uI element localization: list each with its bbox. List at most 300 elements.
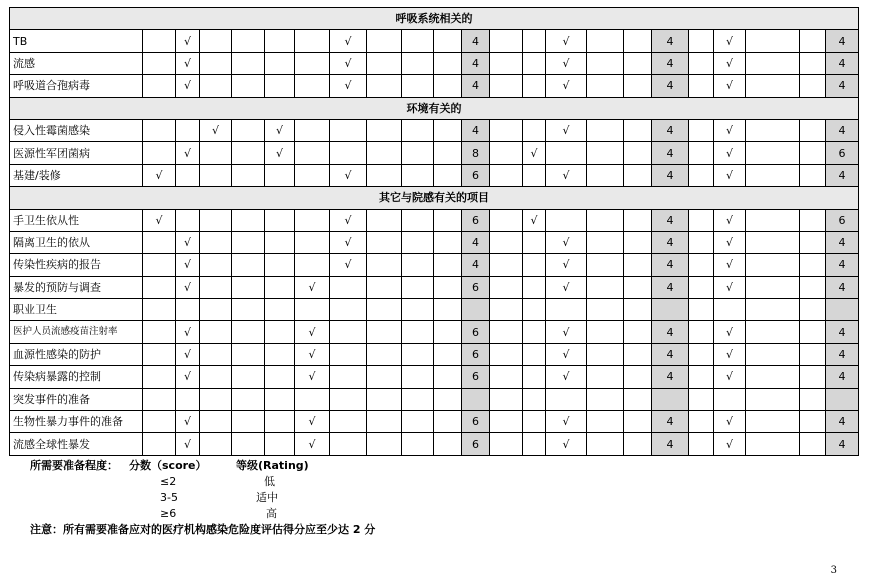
empty-cell: [200, 52, 232, 74]
empty-cell: [295, 52, 330, 74]
score-cell: 4: [652, 433, 689, 455]
empty-cell: [434, 411, 462, 433]
empty-cell: [434, 164, 462, 186]
empty-cell: [546, 388, 587, 410]
empty-cell: [587, 231, 624, 253]
empty-cell: [587, 254, 624, 276]
empty-cell: [232, 433, 265, 455]
empty-cell: [367, 411, 402, 433]
empty-cell: [200, 366, 232, 388]
empty-cell: [402, 343, 434, 365]
empty-cell: [200, 433, 232, 455]
empty-cell: [800, 321, 826, 343]
table-row: [10, 411, 859, 433]
check-mark: √: [295, 433, 330, 455]
check-mark: √: [546, 321, 587, 343]
check-mark: √: [295, 411, 330, 433]
check-mark: √: [295, 321, 330, 343]
check-mark: √: [546, 231, 587, 253]
page-number: 3: [830, 565, 837, 576]
score-cell: 4: [826, 164, 859, 186]
empty-cell: [624, 366, 652, 388]
empty-cell: [587, 209, 624, 231]
empty-cell: [746, 411, 800, 433]
check-mark: √: [714, 366, 746, 388]
table-row: [10, 209, 859, 231]
row-label: 暴发的预防与调查: [10, 276, 143, 298]
empty-cell: [587, 321, 624, 343]
check-mark: √: [546, 411, 587, 433]
row-label: 传染性疾病的报告: [10, 254, 143, 276]
empty-cell: [265, 276, 295, 298]
empty-cell: [523, 388, 546, 410]
empty-cell: [746, 276, 800, 298]
empty-cell: [490, 164, 523, 186]
empty-cell: [367, 231, 402, 253]
check-mark: √: [546, 343, 587, 365]
empty-cell: [367, 254, 402, 276]
empty-cell: [143, 142, 176, 164]
score-cell: 4: [652, 30, 689, 52]
empty-cell: [402, 321, 434, 343]
empty-cell: [265, 299, 295, 321]
empty-cell: [402, 231, 434, 253]
table-row: [10, 30, 859, 52]
legend-rating-1: 低: [264, 475, 275, 488]
empty-cell: [143, 433, 176, 455]
empty-cell: [490, 231, 523, 253]
score-cell: 4: [462, 52, 490, 74]
empty-cell: [200, 276, 232, 298]
score-cell: 4: [652, 276, 689, 298]
empty-cell: [490, 276, 523, 298]
check-mark: √: [714, 75, 746, 97]
empty-cell: [295, 30, 330, 52]
empty-cell: [330, 276, 367, 298]
row-label: 流感全球性暴发: [10, 433, 143, 455]
score-cell: 4: [826, 276, 859, 298]
score-cell: 6: [826, 209, 859, 231]
empty-cell: [232, 388, 265, 410]
score-cell: 4: [652, 366, 689, 388]
empty-cell: [689, 164, 714, 186]
empty-cell: [402, 366, 434, 388]
empty-cell: [232, 209, 265, 231]
empty-cell: [265, 411, 295, 433]
check-mark: √: [176, 142, 200, 164]
empty-cell: [143, 321, 176, 343]
row-label: 传染病暴露的控制: [10, 366, 143, 388]
check-mark: √: [714, 433, 746, 455]
empty-cell: [200, 299, 232, 321]
empty-cell: [746, 52, 800, 74]
empty-cell: [143, 75, 176, 97]
score-cell: [826, 299, 859, 321]
empty-cell: [200, 164, 232, 186]
empty-cell: [746, 388, 800, 410]
empty-cell: [624, 231, 652, 253]
empty-cell: [402, 433, 434, 455]
empty-cell: [265, 75, 295, 97]
empty-cell: [295, 209, 330, 231]
empty-cell: [800, 75, 826, 97]
score-cell: 4: [652, 75, 689, 97]
empty-cell: [800, 433, 826, 455]
empty-cell: [330, 119, 367, 141]
score-cell: 4: [826, 52, 859, 74]
empty-cell: [402, 388, 434, 410]
empty-cell: [200, 343, 232, 365]
table-row: [10, 388, 859, 410]
empty-cell: [523, 231, 546, 253]
footnote: 注意：所有需要准备应对的医疗机构感染危险度评估得分应至少达 2 分: [30, 523, 376, 536]
empty-cell: [232, 164, 265, 186]
score-cell: 6: [462, 433, 490, 455]
empty-cell: [490, 30, 523, 52]
empty-cell: [523, 276, 546, 298]
empty-cell: [367, 388, 402, 410]
empty-cell: [265, 366, 295, 388]
legend-score-3: ≥6: [160, 507, 177, 520]
empty-cell: [402, 209, 434, 231]
empty-cell: [587, 411, 624, 433]
check-mark: √: [176, 433, 200, 455]
legend-score-2: 3-5: [160, 491, 178, 504]
empty-cell: [434, 254, 462, 276]
empty-cell: [800, 30, 826, 52]
empty-cell: [546, 142, 587, 164]
check-mark: √: [265, 119, 295, 141]
empty-cell: [265, 343, 295, 365]
empty-cell: [402, 254, 434, 276]
legend-heading: 所需要准备程度：: [30, 459, 118, 472]
empty-cell: [232, 299, 265, 321]
score-cell: 4: [462, 119, 490, 141]
empty-cell: [523, 52, 546, 74]
empty-cell: [746, 343, 800, 365]
check-mark: √: [714, 52, 746, 74]
empty-cell: [714, 299, 746, 321]
empty-cell: [746, 433, 800, 455]
empty-cell: [434, 231, 462, 253]
empty-cell: [434, 321, 462, 343]
empty-cell: [367, 75, 402, 97]
empty-cell: [232, 254, 265, 276]
empty-cell: [232, 119, 265, 141]
empty-cell: [232, 75, 265, 97]
empty-cell: [402, 30, 434, 52]
check-mark: √: [200, 119, 232, 141]
score-cell: 4: [826, 119, 859, 141]
score-cell: 4: [462, 30, 490, 52]
table-row: [10, 52, 859, 74]
empty-cell: [143, 388, 176, 410]
empty-cell: [434, 299, 462, 321]
row-label: 血源性感染的防护: [10, 343, 143, 365]
empty-cell: [265, 388, 295, 410]
check-mark: √: [546, 75, 587, 97]
empty-cell: [746, 299, 800, 321]
empty-cell: [689, 388, 714, 410]
empty-cell: [689, 119, 714, 141]
section-title: 呼吸系统相关的: [10, 8, 859, 30]
legend-rating-3: 高: [266, 507, 277, 520]
legend-score-header: 分数（score）: [129, 459, 207, 472]
score-cell: 6: [826, 142, 859, 164]
empty-cell: [367, 321, 402, 343]
empty-cell: [746, 254, 800, 276]
empty-cell: [800, 52, 826, 74]
empty-cell: [746, 231, 800, 253]
check-mark: √: [714, 276, 746, 298]
check-mark: √: [176, 254, 200, 276]
empty-cell: [746, 75, 800, 97]
empty-cell: [490, 366, 523, 388]
check-mark: √: [295, 276, 330, 298]
empty-cell: [295, 164, 330, 186]
section-header-row: [10, 187, 859, 209]
empty-cell: [746, 142, 800, 164]
empty-cell: [200, 321, 232, 343]
empty-cell: [367, 52, 402, 74]
empty-cell: [367, 299, 402, 321]
empty-cell: [265, 254, 295, 276]
empty-cell: [143, 411, 176, 433]
empty-cell: [624, 276, 652, 298]
check-mark: √: [546, 366, 587, 388]
empty-cell: [232, 321, 265, 343]
check-mark: √: [295, 366, 330, 388]
score-cell: 4: [462, 75, 490, 97]
empty-cell: [330, 142, 367, 164]
empty-cell: [587, 276, 624, 298]
empty-cell: [624, 388, 652, 410]
empty-cell: [624, 321, 652, 343]
empty-cell: [689, 366, 714, 388]
empty-cell: [330, 433, 367, 455]
score-cell: 6: [462, 321, 490, 343]
table-row: [10, 299, 859, 321]
empty-cell: [523, 321, 546, 343]
empty-cell: [689, 433, 714, 455]
check-mark: √: [176, 321, 200, 343]
empty-cell: [232, 276, 265, 298]
score-cell: 4: [462, 231, 490, 253]
empty-cell: [587, 366, 624, 388]
check-mark: √: [546, 254, 587, 276]
empty-cell: [330, 366, 367, 388]
empty-cell: [402, 52, 434, 74]
empty-cell: [143, 343, 176, 365]
empty-cell: [232, 30, 265, 52]
empty-cell: [367, 433, 402, 455]
row-label: TB: [10, 30, 143, 52]
check-mark: √: [330, 164, 367, 186]
empty-cell: [265, 209, 295, 231]
check-mark: √: [143, 164, 176, 186]
score-cell: 4: [652, 209, 689, 231]
empty-cell: [330, 388, 367, 410]
empty-cell: [689, 254, 714, 276]
score-cell: 4: [826, 254, 859, 276]
row-label: 医源性军团菌病: [10, 142, 143, 164]
check-mark: √: [176, 75, 200, 97]
empty-cell: [367, 142, 402, 164]
empty-cell: [402, 119, 434, 141]
row-label: 隔离卫生的依从: [10, 231, 143, 253]
empty-cell: [689, 52, 714, 74]
check-mark: √: [714, 231, 746, 253]
table-row: [10, 231, 859, 253]
score-cell: [826, 388, 859, 410]
score-cell: [652, 299, 689, 321]
table-row: [10, 276, 859, 298]
empty-cell: [402, 276, 434, 298]
section-title: 环境有关的: [10, 97, 859, 119]
empty-cell: [402, 142, 434, 164]
section-header-row: [10, 97, 859, 119]
score-cell: 4: [826, 30, 859, 52]
empty-cell: [232, 52, 265, 74]
legend-rating-2: 适中: [256, 491, 278, 504]
empty-cell: [490, 321, 523, 343]
empty-cell: [434, 30, 462, 52]
score-cell: [652, 388, 689, 410]
empty-cell: [232, 231, 265, 253]
row-label: 呼吸道合孢病毒: [10, 75, 143, 97]
empty-cell: [689, 321, 714, 343]
empty-cell: [587, 299, 624, 321]
empty-cell: [800, 119, 826, 141]
score-cell: 6: [462, 343, 490, 365]
empty-cell: [689, 343, 714, 365]
empty-cell: [295, 254, 330, 276]
empty-cell: [434, 52, 462, 74]
empty-cell: [546, 299, 587, 321]
check-mark: √: [176, 411, 200, 433]
table-row: [10, 366, 859, 388]
empty-cell: [624, 209, 652, 231]
empty-cell: [624, 119, 652, 141]
section-title: 其它与院感有关的项目: [10, 187, 859, 209]
empty-cell: [800, 142, 826, 164]
empty-cell: [587, 75, 624, 97]
check-mark: √: [523, 209, 546, 231]
score-cell: 4: [652, 411, 689, 433]
score-cell: 4: [652, 321, 689, 343]
empty-cell: [295, 299, 330, 321]
empty-cell: [689, 411, 714, 433]
empty-cell: [689, 299, 714, 321]
empty-cell: [265, 30, 295, 52]
check-mark: √: [546, 276, 587, 298]
row-label: 突发事件的准备: [10, 388, 143, 410]
empty-cell: [434, 75, 462, 97]
empty-cell: [746, 164, 800, 186]
empty-cell: [200, 30, 232, 52]
empty-cell: [295, 388, 330, 410]
empty-cell: [265, 433, 295, 455]
empty-cell: [490, 411, 523, 433]
empty-cell: [546, 209, 587, 231]
score-cell: [462, 299, 490, 321]
empty-cell: [800, 231, 826, 253]
empty-cell: [624, 411, 652, 433]
table-row: [10, 119, 859, 141]
empty-cell: [490, 209, 523, 231]
empty-cell: [434, 433, 462, 455]
empty-cell: [587, 52, 624, 74]
score-cell: 4: [826, 411, 859, 433]
empty-cell: [746, 321, 800, 343]
check-mark: √: [295, 343, 330, 365]
empty-cell: [330, 411, 367, 433]
empty-cell: [330, 299, 367, 321]
score-cell: 6: [462, 164, 490, 186]
table-row: [10, 254, 859, 276]
check-mark: √: [330, 30, 367, 52]
empty-cell: [367, 209, 402, 231]
empty-cell: [200, 142, 232, 164]
empty-cell: [295, 119, 330, 141]
score-cell: 4: [652, 231, 689, 253]
empty-cell: [523, 254, 546, 276]
table-row: [10, 321, 859, 343]
empty-cell: [523, 433, 546, 455]
empty-cell: [434, 388, 462, 410]
empty-cell: [689, 231, 714, 253]
check-mark: √: [714, 209, 746, 231]
empty-cell: [800, 343, 826, 365]
check-mark: √: [330, 209, 367, 231]
empty-cell: [367, 276, 402, 298]
empty-cell: [232, 142, 265, 164]
empty-cell: [800, 299, 826, 321]
empty-cell: [200, 388, 232, 410]
empty-cell: [434, 276, 462, 298]
empty-cell: [490, 388, 523, 410]
empty-cell: [746, 366, 800, 388]
empty-cell: [295, 142, 330, 164]
empty-cell: [624, 164, 652, 186]
check-mark: √: [265, 142, 295, 164]
check-mark: √: [176, 343, 200, 365]
score-cell: 8: [462, 142, 490, 164]
empty-cell: [367, 119, 402, 141]
empty-cell: [330, 343, 367, 365]
empty-cell: [402, 164, 434, 186]
check-mark: √: [714, 119, 746, 141]
check-mark: √: [546, 30, 587, 52]
row-label: 流感: [10, 52, 143, 74]
empty-cell: [490, 142, 523, 164]
empty-cell: [490, 75, 523, 97]
empty-cell: [523, 30, 546, 52]
empty-cell: [143, 299, 176, 321]
empty-cell: [689, 142, 714, 164]
empty-cell: [143, 52, 176, 74]
empty-cell: [523, 411, 546, 433]
empty-cell: [587, 433, 624, 455]
empty-cell: [232, 343, 265, 365]
empty-cell: [176, 388, 200, 410]
score-cell: 4: [652, 119, 689, 141]
score-cell: 4: [652, 254, 689, 276]
empty-cell: [587, 30, 624, 52]
empty-cell: [800, 209, 826, 231]
table-row: [10, 75, 859, 97]
score-cell: 6: [462, 276, 490, 298]
